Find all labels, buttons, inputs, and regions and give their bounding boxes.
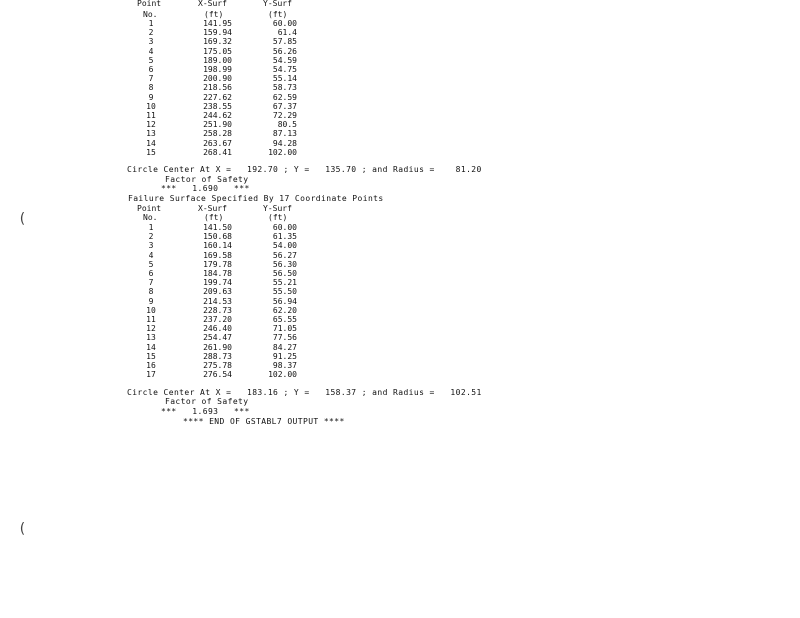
s2-y-surf: 56.30 <box>272 259 297 269</box>
s2-point-no: 8 <box>148 287 154 297</box>
s2-point-no: 1 <box>148 223 154 232</box>
s1-x-surf: 238.55 <box>203 101 232 111</box>
s1-x-surf: 227.62 <box>203 92 232 102</box>
s2-y-surf: 55.21 <box>272 278 297 288</box>
s1-y-surf: 54.75 <box>272 65 297 74</box>
s1-point-no: 9 <box>148 92 154 102</box>
s1-y-surf: 54.59 <box>272 55 297 65</box>
s2-x-surf: 237.20 <box>203 315 232 324</box>
s2-x-surf: 228.73 <box>203 305 232 315</box>
s2-x-surf: 199.74 <box>203 278 232 288</box>
s2-y-surf: 56.27 <box>272 250 297 260</box>
s1-y-surf: 57.85 <box>272 37 297 47</box>
s1-header-point: Point <box>137 0 162 8</box>
s2-header-xft: (ft) <box>204 213 224 222</box>
s2-point-no: 3 <box>148 241 154 251</box>
s1-point-no: 4 <box>148 46 154 56</box>
s2-point-no: 14 <box>146 342 156 352</box>
s2-x-surf: 179.78 <box>203 259 232 269</box>
s1-point-no: 2 <box>148 28 154 38</box>
s1-x-surf: 200.90 <box>203 74 232 84</box>
s1-y-surf: 56.26 <box>272 46 297 56</box>
s2-point-no: 16 <box>146 361 156 370</box>
s1-point-no: 14 <box>146 138 156 148</box>
s1-y-surf: 94.28 <box>272 138 297 148</box>
s2-x-surf: 276.54 <box>203 370 232 380</box>
s2-y-surf: 61.35 <box>272 232 297 242</box>
s2-header-yft: (ft) <box>268 213 288 222</box>
s1-y-surf: 67.37 <box>272 101 297 111</box>
s1-y-surf: 80.5 <box>277 120 297 130</box>
s2-y-surf: 54.00 <box>272 241 297 251</box>
s1-header-ysurf: Y-Surf <box>263 0 292 8</box>
s1-point-no: 12 <box>146 120 156 130</box>
s2-x-surf: 209.63 <box>203 287 232 297</box>
s1-header-xsurf: X-Surf <box>198 0 227 8</box>
s1-y-surf: 60.00 <box>272 19 297 28</box>
s1-point-no: 8 <box>148 83 154 93</box>
s2-point-no: 12 <box>146 324 156 334</box>
s2-y-surf: 77.56 <box>272 333 297 343</box>
s2-point-no: 5 <box>148 259 154 269</box>
s2-circle-center: Circle Center At X = 183.16 ; Y = 158.37 ; and Radius = 102.51 <box>127 388 482 397</box>
s1-y-surf: 55.14 <box>272 74 297 84</box>
s2-y-surf: 98.37 <box>272 361 297 370</box>
s2-point-no: 13 <box>146 333 156 343</box>
s1-y-surf: 58.73 <box>272 83 297 93</box>
s1-header-xft: (ft) <box>204 10 224 19</box>
s2-point-no: 15 <box>146 351 156 361</box>
s1-x-surf: 189.00 <box>203 55 232 65</box>
s2-y-surf: 91.25 <box>272 351 297 361</box>
s2-y-surf: 65.55 <box>272 315 297 324</box>
s2-point-no: 6 <box>148 269 154 278</box>
s2-y-surf: 55.50 <box>272 287 297 297</box>
s1-fos-value: *** 1.690 *** <box>161 184 250 193</box>
s1-point-no: 13 <box>146 129 156 139</box>
s2-x-surf: 169.58 <box>203 250 232 260</box>
s1-header-yft: (ft) <box>268 10 288 19</box>
s1-point-no: 11 <box>146 111 156 120</box>
s1-header-no: No. <box>143 10 158 19</box>
s1-x-surf: 175.05 <box>203 46 232 56</box>
s2-title: Failure Surface Specified By 17 Coordinate Points <box>128 194 384 203</box>
s2-x-surf: 184.78 <box>203 269 232 278</box>
s2-y-surf: 102.00 <box>268 370 297 380</box>
s1-x-surf: 218.56 <box>203 83 232 93</box>
bracket-mark-icon: ( <box>18 211 27 227</box>
s2-fos-value: *** 1.693 *** <box>161 407 250 416</box>
s2-x-surf: 160.14 <box>203 241 232 251</box>
s2-y-surf: 84.27 <box>272 342 297 352</box>
s2-x-surf: 288.73 <box>203 351 232 361</box>
s2-y-surf: 60.00 <box>272 223 297 232</box>
s1-x-surf: 251.90 <box>203 120 232 130</box>
s1-point-no: 15 <box>146 147 156 157</box>
s2-x-surf: 275.78 <box>203 361 232 370</box>
end-of-output: **** END OF GSTABL7 OUTPUT **** <box>183 417 345 426</box>
s2-point-no: 7 <box>148 278 154 288</box>
s1-x-surf: 258.28 <box>203 129 232 139</box>
s1-y-surf: 87.13 <box>272 129 297 139</box>
s1-x-surf: 159.94 <box>203 28 232 38</box>
s2-header-no: No. <box>143 213 158 222</box>
s2-header-point: Point <box>137 204 162 213</box>
s2-point-no: 11 <box>146 315 156 324</box>
s2-x-surf: 261.90 <box>203 342 232 352</box>
s1-point-no: 7 <box>148 74 154 84</box>
s1-point-no: 10 <box>146 101 156 111</box>
s2-point-no: 2 <box>148 232 154 242</box>
s1-fos-label: Factor of Safety <box>165 175 249 184</box>
s2-x-surf: 214.53 <box>203 296 232 306</box>
s2-header-ysurf: Y-Surf <box>263 204 292 213</box>
s1-point-no: 1 <box>148 19 154 28</box>
s2-point-no: 17 <box>146 370 156 380</box>
s1-y-surf: 102.00 <box>268 147 297 157</box>
s2-header-xsurf: X-Surf <box>198 204 227 213</box>
s1-x-surf: 263.67 <box>203 138 232 148</box>
s1-x-surf: 244.62 <box>203 111 232 120</box>
s2-fos-label: Factor of Safety <box>165 397 249 406</box>
s1-point-no: 6 <box>148 65 154 74</box>
s1-y-surf: 61.4 <box>277 28 297 38</box>
s2-x-surf: 254.47 <box>203 333 232 343</box>
s2-point-no: 9 <box>148 296 154 306</box>
s2-y-surf: 71.05 <box>272 324 297 334</box>
s2-point-no: 10 <box>146 305 156 315</box>
s1-x-surf: 169.32 <box>203 37 232 47</box>
s1-x-surf: 268.41 <box>203 147 232 157</box>
s1-y-surf: 62.59 <box>272 92 297 102</box>
bracket-mark-icon: ( <box>18 521 27 537</box>
s2-x-surf: 246.40 <box>203 324 232 334</box>
s1-point-no: 3 <box>148 37 154 47</box>
s2-y-surf: 56.94 <box>272 296 297 306</box>
s1-x-surf: 198.99 <box>203 65 232 74</box>
s2-y-surf: 56.50 <box>272 269 297 278</box>
s2-y-surf: 62.20 <box>272 305 297 315</box>
s2-point-no: 4 <box>148 250 154 260</box>
s1-circle-center: Circle Center At X = 192.70 ; Y = 135.70 ; and Radius = 81.20 <box>127 165 482 174</box>
s2-x-surf: 141.50 <box>203 223 232 232</box>
s1-point-no: 5 <box>148 55 154 65</box>
s1-x-surf: 141.95 <box>203 19 232 28</box>
s1-y-surf: 72.29 <box>272 111 297 120</box>
s2-x-surf: 150.68 <box>203 232 232 242</box>
